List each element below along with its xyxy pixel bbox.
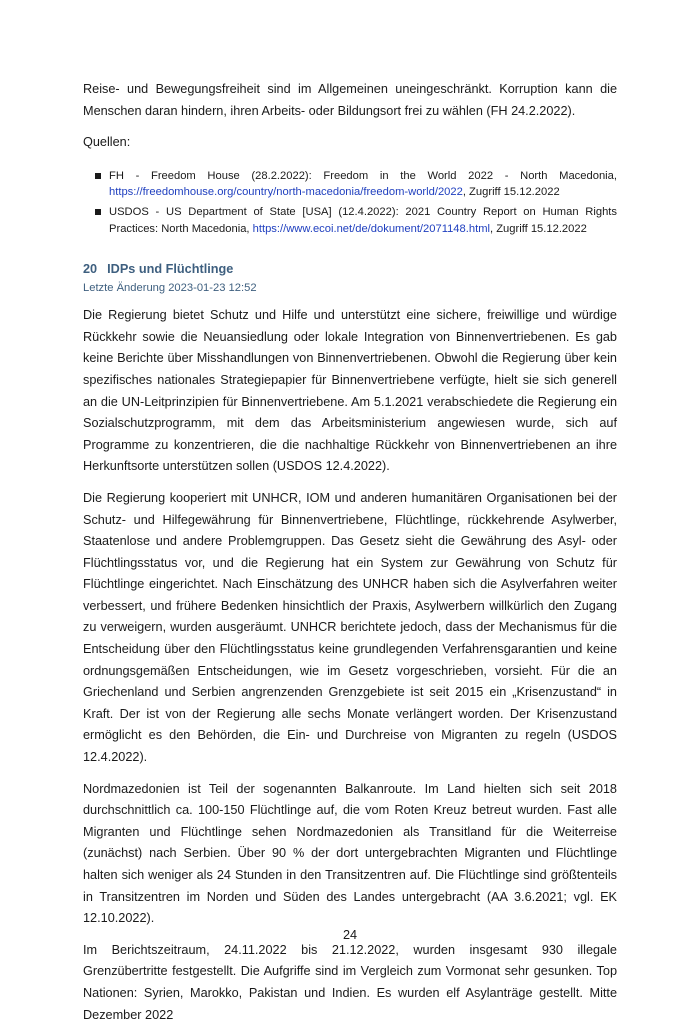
body-paragraph: Nordmazedonien ist Teil der sogenannten Balkanroute. Im Land hielten sich seit 2018 durchschnittlich ca. 100-150 Flüchtlinge auf, die vom Roten Kreuz betreut wurden. Fast alle Migranten und Flüchtlinge sehen Nordmazedonien als Transitland für die Weiterreise (zunächst) nach Serbien. Über 90 % der dort untergebrachten Migranten und Flüchtlinge halten sich weniger als 24 Stunden in den Transitzentren auf. Die Flüchtlinge sind größtenteils in Transitzentren im Norden und Süden des Landes untergebracht (AA 3.6.2021; vgl. EK 12.10.2022). [83,781,617,926]
page-number: 24 [342,928,358,942]
source-link[interactable]: https://freedomhouse.org/country/north-macedonia/freedom-world/2022 [109,186,463,199]
intro-paragraph: Reise- und Bewegungsfreiheit sind im Allgemeinen uneingeschränkt. Korruption kann die Menschen daran hindern, ihren Arbeits- oder Bildungsort frei zu wählen (FH 24.2.2022). [83,82,617,118]
source-link[interactable]: https://www.ecoi.net/de/dokument/2071148.html [252,222,490,235]
page-content [83,79,617,1026]
source-item [95,168,617,201]
source-text: USDOS - US Department of State [USA] (12.4.2022): 2021 Country Report on Human Rights Practices: North Macedonia, [109,205,617,235]
source-access-date: , Zugriff 15.12.2022 [462,186,560,199]
section-last-change: Letzte Änderung 2023-01-23 12:52 [83,282,257,295]
section-heading [83,259,617,279]
section-title: IDPs und Flüchtlinge [107,262,234,277]
source-item [95,204,617,237]
sources-list [83,168,617,237]
source-text: FH - Freedom House (28.2.2022): Freedom in the World 2022 - North Macedonia, [109,169,617,182]
sources-label: Quellen: [83,135,131,150]
square-bullet-icon [95,173,101,179]
body-paragraph: Im Berichtszeitraum, 24.11.2022 bis 21.12.2022, wurden insgesamt 930 illegale Grenzübertritte festgestellt. Die Aufgriffe sind im Vergleich zum Vormonat sehr gesunken. Top Nationen: Syrien, Marokko, Pakistan und Indien. Es wurden elf Asylanträge gestellt. Mitte Dezember 2022 [83,942,617,1022]
body-paragraph: Die Regierung kooperiert mit UNHCR, IOM und anderen humanitären Organisationen bei der Schutz- und Hilfegewährung für Binnenvertriebene, Flüchtlinge, rückkehrende Asylwerber, Staatenlose und andere Problemgruppen. Das Gesetz sieht die Gewährung des Asyl- oder Flüchtlingsstatus vor, und die Regierung hat ein System zur Gewährung von Schutz für Flüchtlinge eingerichtet. Nach Einschätzung des UNHCR haben sich die Asylverfahren weiter verbessert, und frühere Bedenken hinsichtlich der Praxis, Asylwerbern willkürlich den Zugang zu verweigern, wurden ausgeräumt. UNHCR berichtete jedoch, dass der Mechanismus für die Entscheidung über den Flüchtlingsstatus keine grundlegenden Verfahrensgarantien und keine ordnungsgemäßen Entscheidungen, wie im Gesetz vorgeschrieben, vorsieht. Für die an Griechenland und Serbien angrenzenden Grenzgebiete ist seit 2015 ein „Krisenzustand“ in Kraft. Der ist von der Regierung alle sechs Monate verlängert worden. Der Krisenzustand ermöglicht es den Behörden, die Ein- und Durchreise von Migranten zu regeln (USDOS 12.4.2022). [83,490,617,765]
square-bullet-icon [95,209,101,215]
body-paragraph: Die Regierung bietet Schutz und Hilfe und unterstützt eine sichere, freiwillige und würdige Rückkehr sowie die Neuansiedlung oder lokale Integration von Binnenvertriebenen. Es gab keine Berichte über Misshandlungen von Binnenvertriebenen. Obwohl die Regierung über kein spezifisches nationales Strategiepapier für Binnenvertriebene verfügte, hielt sie sich generell an die UN-Leitprinzipien für Binnenvertriebene. Am 5.1.2021 verabschiedete die Regierung ein Sozialschutzprogramm, mit dem das Arbeitsministerium angewiesen wurde, sich auf Programme zu konzentrieren, die die nachhaltige Rückkehr von Binnenvertriebenen an ihre Herkunftsorte unterstützen sollen (USDOS 12.4.2022). [83,308,617,474]
source-access-date: , Zugriff 15.12.2022 [490,222,587,235]
section-number: 20 [83,262,98,277]
